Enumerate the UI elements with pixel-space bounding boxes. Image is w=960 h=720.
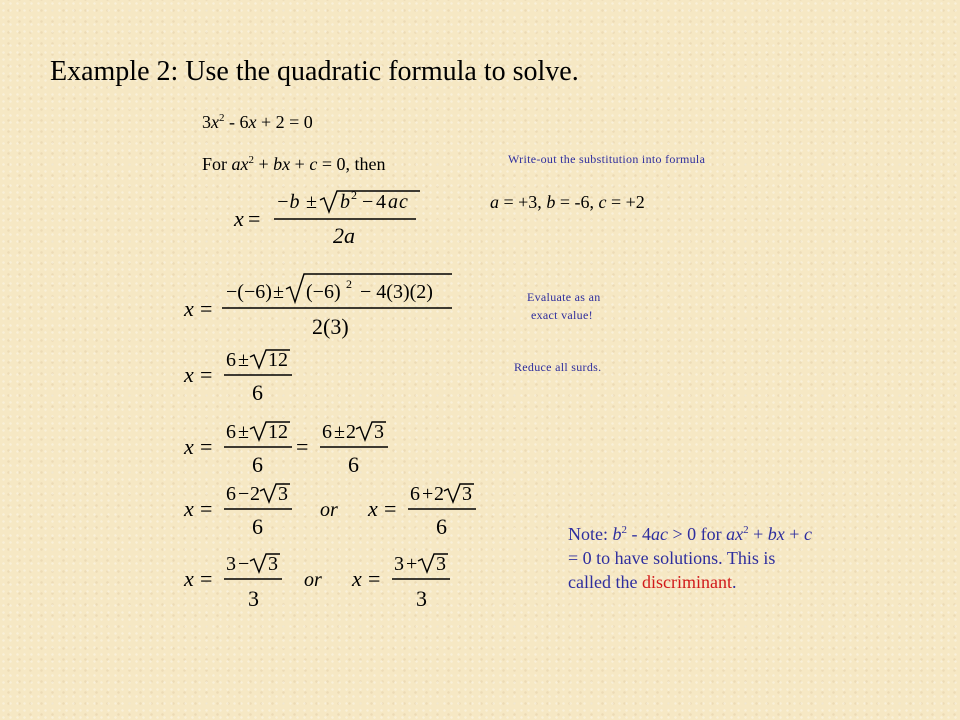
quadratic-formula	[230, 188, 430, 253]
svg-text:b: b	[340, 191, 350, 213]
final-solutions	[180, 552, 460, 616]
svg-text:−(−6): −(−6)	[226, 281, 272, 303]
svg-text:12: 12	[268, 421, 288, 443]
svg-text:3: 3	[248, 586, 259, 611]
split-solutions-step	[180, 482, 480, 542]
svg-text:3: 3	[268, 553, 278, 575]
coefficient-values: a = +3, b = -6, c = +2	[490, 192, 645, 212]
svg-text:3: 3	[462, 483, 472, 505]
evaluate-hint-line2: exact value!	[531, 308, 593, 322]
svg-text:c: c	[399, 191, 408, 213]
svg-text:x: x	[184, 434, 194, 459]
svg-text:=: =	[248, 206, 261, 231]
svg-text:3: 3	[278, 483, 288, 505]
svg-text:6: 6	[226, 349, 236, 371]
substitution-step	[180, 270, 470, 342]
svg-text:x: x	[352, 566, 362, 591]
svg-text:=: =	[368, 566, 381, 591]
svg-text:6: 6	[226, 483, 236, 505]
svg-text:a: a	[388, 191, 398, 213]
svg-text:=: =	[200, 362, 213, 387]
svg-text:+: +	[422, 483, 434, 505]
svg-text:6: 6	[348, 452, 359, 477]
svg-text:x: x	[184, 496, 194, 521]
svg-text:6: 6	[436, 514, 447, 539]
svg-text:3: 3	[226, 553, 236, 575]
svg-text:+: +	[406, 553, 418, 575]
svg-text:x: x	[184, 362, 194, 387]
svg-text:±: ±	[238, 349, 249, 371]
svg-text:2: 2	[346, 277, 352, 291]
svg-text:2a: 2a	[333, 223, 355, 248]
svg-text:− 4(3)(2): − 4(3)(2)	[360, 281, 433, 303]
svg-text:−: −	[238, 483, 250, 505]
surd-reduction-step	[180, 420, 400, 480]
svg-text:6: 6	[226, 421, 236, 443]
svg-text:12: 12	[268, 349, 288, 371]
svg-text:±: ±	[334, 421, 345, 443]
svg-text:−b: −b	[276, 191, 300, 213]
svg-text:6: 6	[252, 514, 263, 539]
svg-text:−: −	[362, 191, 374, 213]
reduce-hint: Reduce all surds.	[514, 360, 602, 374]
svg-text:±: ±	[306, 191, 317, 213]
evaluate-hint: Evaluate as an	[527, 290, 601, 304]
svg-text:x: x	[184, 566, 194, 591]
svg-text:6: 6	[322, 421, 332, 443]
svg-text:x: x	[234, 206, 244, 231]
svg-text:4: 4	[376, 191, 386, 213]
svg-text:−: −	[238, 553, 250, 575]
svg-text:6: 6	[252, 380, 263, 405]
evaluated-step	[180, 348, 310, 408]
svg-text:3: 3	[374, 421, 384, 443]
svg-text:6: 6	[410, 483, 420, 505]
svg-text:6: 6	[252, 452, 263, 477]
svg-text:2: 2	[346, 421, 356, 443]
svg-text:=: =	[384, 496, 397, 521]
svg-text:or: or	[304, 569, 322, 591]
svg-text:x: x	[184, 296, 194, 321]
formula-intro: For $ax^2$ + bx + c = 0, then	[202, 154, 386, 174]
discriminant-note: Note: $b^2 - 4ac > 0$ for $ax^2$ + bx + c = 0 to have solutions. This is called the discriminant.	[568, 524, 812, 592]
svg-text:3: 3	[436, 553, 446, 575]
svg-text:=: =	[200, 496, 213, 521]
svg-text:2: 2	[351, 188, 357, 202]
svg-text:2(3): 2(3)	[312, 314, 349, 339]
page-title: Example 2: Use the quadratic formula to solve.	[50, 56, 579, 87]
svg-text:=: =	[200, 434, 213, 459]
svg-text:3: 3	[416, 586, 427, 611]
svg-text:=: =	[200, 296, 213, 321]
svg-text:(−6): (−6)	[306, 281, 341, 303]
svg-text:x: x	[368, 496, 378, 521]
svg-text:3: 3	[394, 553, 404, 575]
svg-text:=: =	[200, 566, 213, 591]
svg-text:or: or	[320, 499, 338, 521]
substitution-hint: Write-out the substitution into formula	[508, 152, 706, 166]
discriminant-term: discriminant	[641, 572, 732, 592]
svg-text:±: ±	[238, 421, 249, 443]
svg-text:=: =	[296, 434, 309, 459]
svg-text:±: ±	[273, 281, 284, 303]
svg-text:2: 2	[250, 483, 260, 505]
given-equation: $3x^2 - 6x + 2 = 0$	[202, 112, 313, 132]
svg-text:2: 2	[434, 483, 444, 505]
